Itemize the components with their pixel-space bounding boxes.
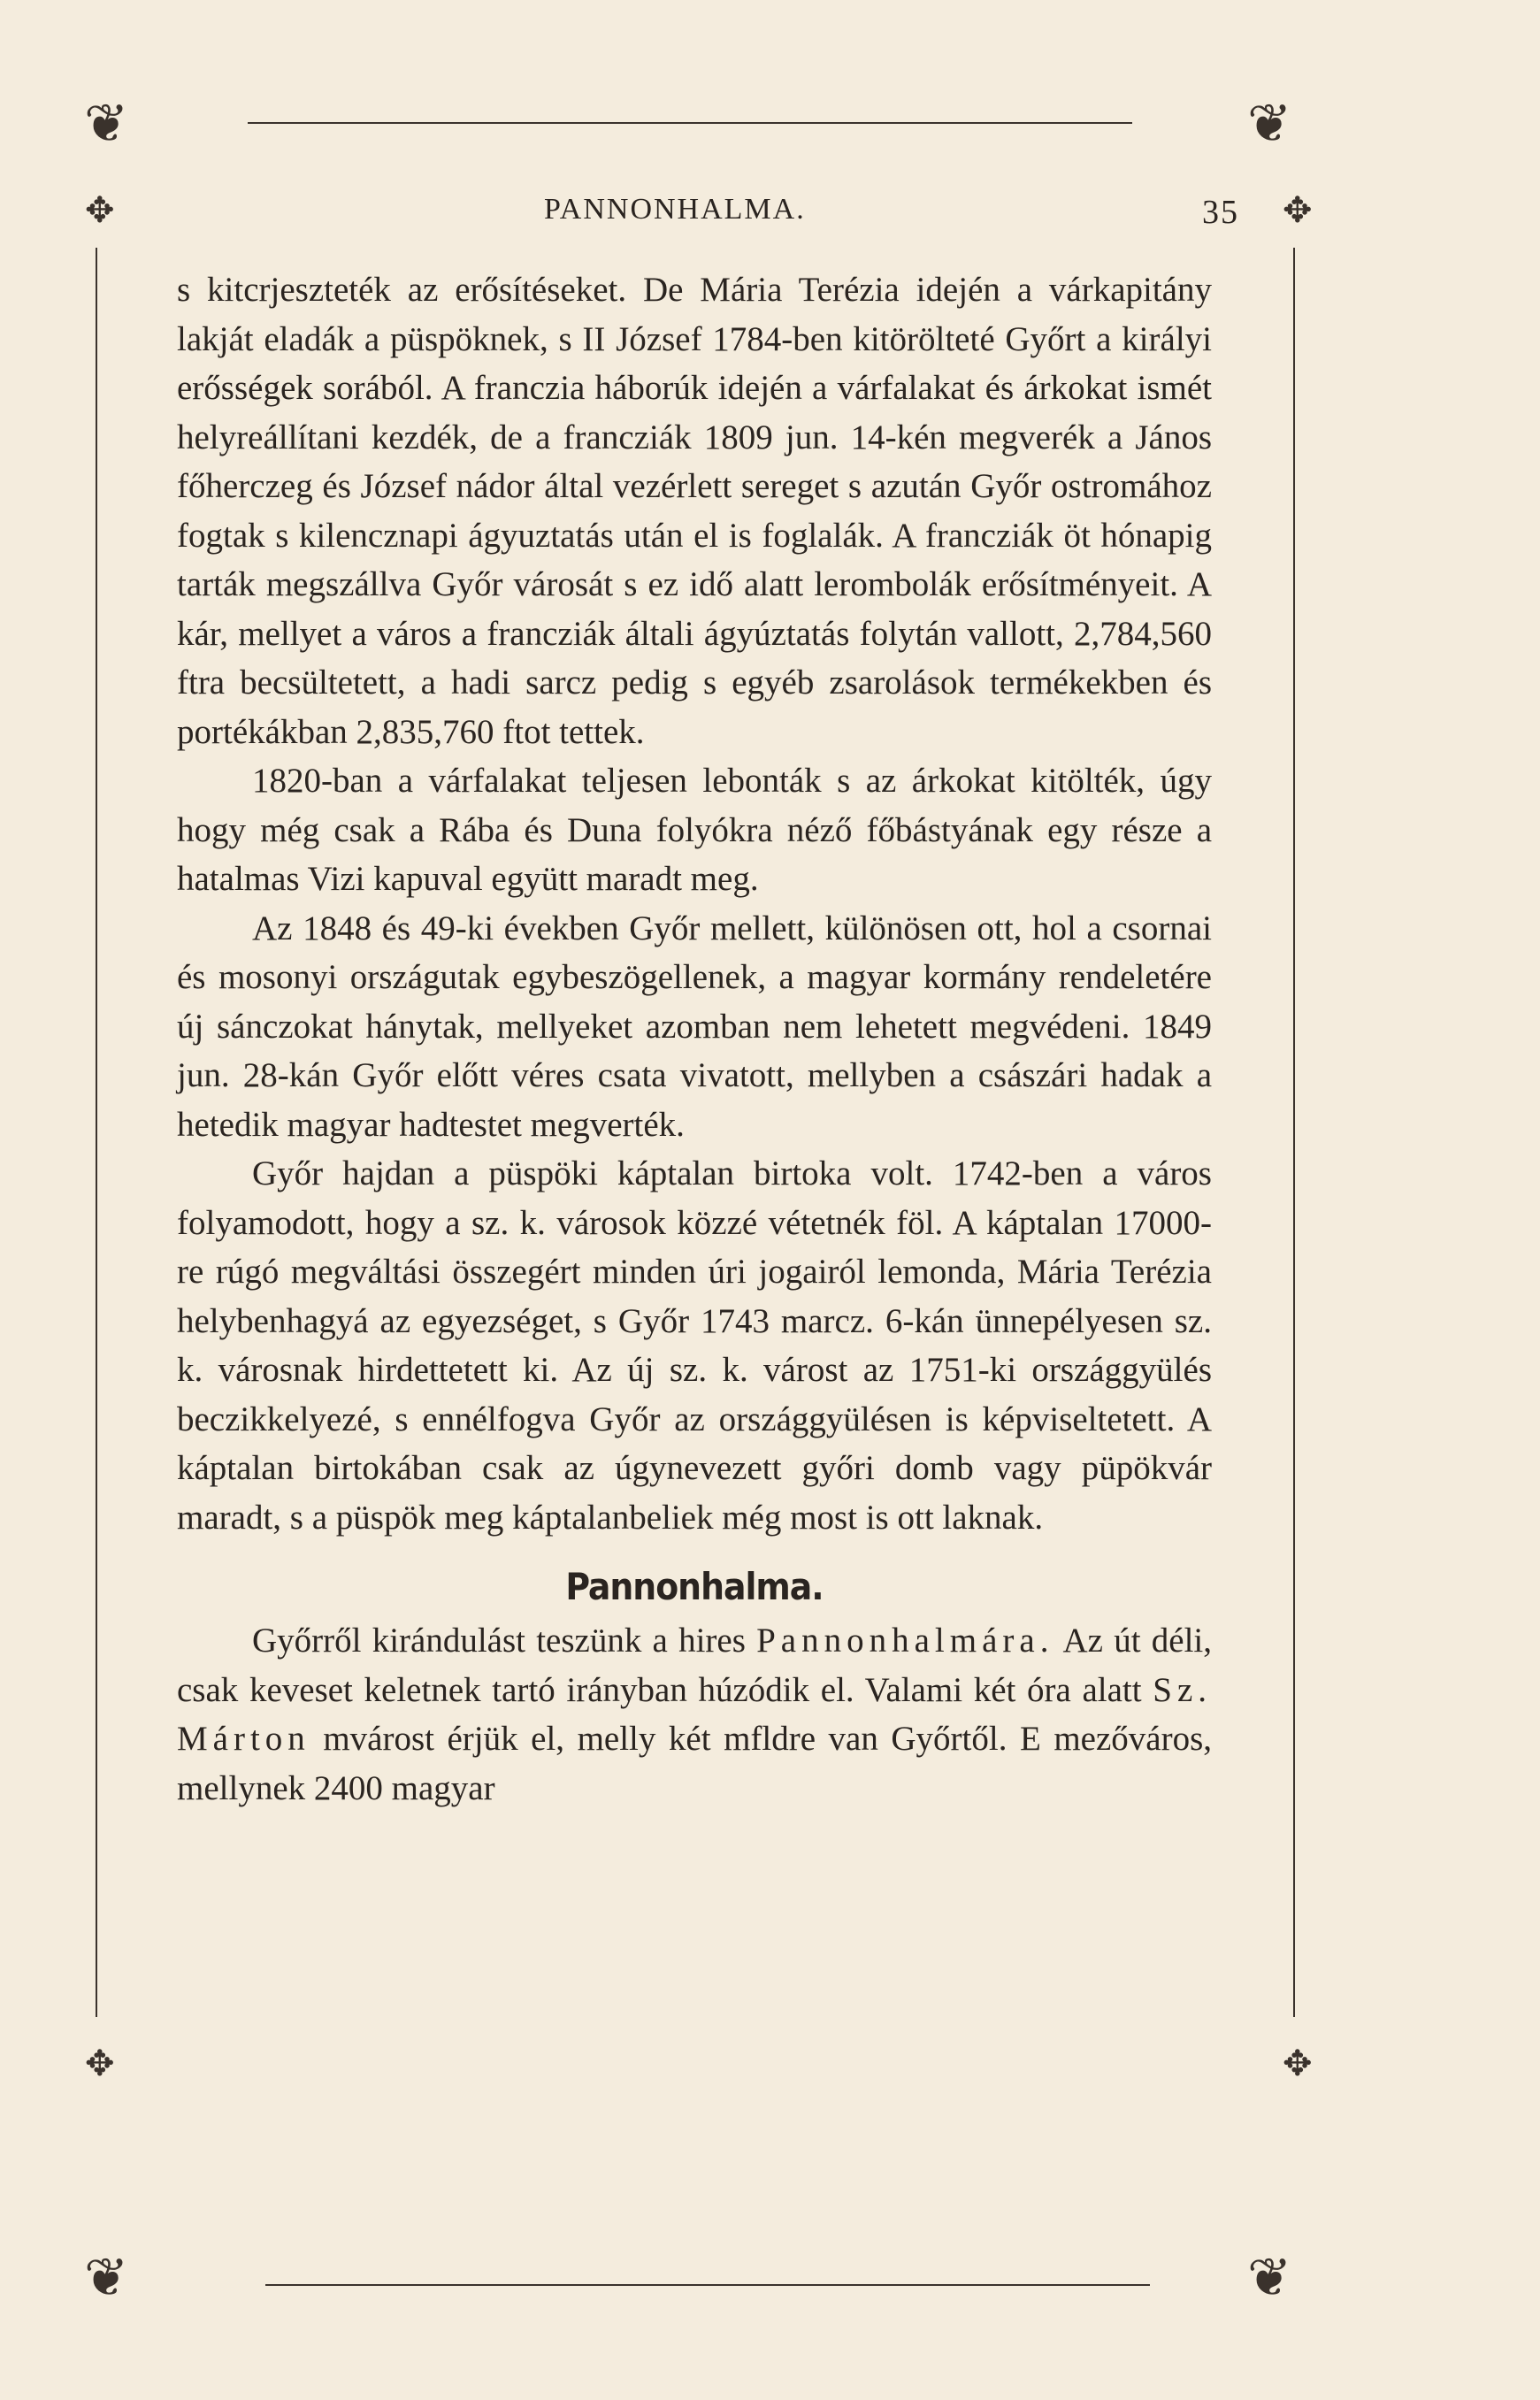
bottom-right-ornament-icon: ❦ [1247, 2247, 1292, 2309]
top-right-ornament-icon: ❦ [1247, 93, 1292, 155]
right-upper-fleuron-icon: ✥ [1283, 190, 1313, 231]
top-rule [248, 122, 1132, 124]
bottom-left-ornament-icon: ❦ [84, 2247, 129, 2309]
paragraph-3: Az 1848 és 49-ki években Győr mellett, különösen ott, hol a csornai és mosonyi országutak egybeszögellenek, a magyar kormány rendeletére új sánczokat hánytak, mellyeket azomban nem lehetett megvédeni. 1849 jun. 28-kán Győr előtt véres csata vivatott, mellyben a császári hadak a hetedik magyar hadtestet megverték. [177, 909, 1212, 1144]
right-rule [1293, 248, 1295, 2017]
left-rule [96, 248, 97, 2017]
running-header [177, 193, 1239, 237]
bottom-rule [265, 2284, 1150, 2286]
page-number: 35 [1202, 194, 1239, 231]
top-left-ornament-icon: ❦ [84, 93, 129, 155]
paragraph-2: 1820-ban a várfalakat teljesen lebonták s az árkokat kitölték, úgy hogy még csak a Rába és Duna folyókra néző főbástyának egy része a hatalmas Vizi kapuval együtt maradt meg. [177, 762, 1212, 898]
section-heading: Pannonhalma. [565, 1565, 824, 1608]
paragraph-1: s kitcrjeszteték az erősítéseket. De Mária Terézia idején a várkapitány lakját eladák a püspöknek, s II József 1784-ben kitörölteté Győrt a királyi erősségek sorából. A franczia háborúk idején a várfalakat és árkokat ismét helyreállítani kezdék, de a francziák 1809 jun. 14-kén megverék a János főherczeg és József nádor által vezérlett sereget s azután Győr ostromához fogtak s kilencznapi ágyuztatás után el is foglalák. A francziák öt hónapig tarták megszállva Győr városát s ez idő alatt lerombolák erősítményeit. A kár, mellyet a város a francziák általi ágyúztatás folytán vallott, 2,784,560 ftra becsültetett, a hadi sarcz pedig s egyéb zsarolások termékekben és portékákban 2,835,760 ftot tettek. [177, 271, 1212, 751]
paragraph-4: Győr hajdan a püspöki káptalan birtoka volt. 1742-ben a város folyamodott, hogy a sz. k. városok közzé vétetnék föl. A káptalan 17000-re rúgó megváltási összegért minden úri jogairól lemonda, Mária Terézia helybenhagyá az egyezséget, s Győr 1743 marcz. 6-kán ünnepélyesen sz. k. városnak hirdettetett ki. Az új sz. k. várost az 1751-ki országgyülés beczikkelyezé, s ennélfogva Győr az országgyülésen is képviseltetett. A káptalan birtokában csak az úgynevezett győri domb vagy püpökvár maradt, s a püspök meg káptalanbeliek még most is ott laknak. [177, 1154, 1212, 1537]
spaced-word-sz-marton: Sz. Márton [177, 1670, 1212, 1758]
paragraph-5-part-3: mvárost érjük el, melly két mfldre van Győrtől. E mezőváros, mellynek 2400 magyar [177, 1720, 1212, 1807]
body-text [177, 265, 1212, 1813]
paragraph-5-part-2: Az út déli, csak keveset keletnek tartó irányban húzódik el. Valami két óra alatt [177, 1622, 1212, 1709]
left-upper-fleuron-icon: ✥ [85, 190, 115, 231]
spaced-word-pannonhalmara: Pannonhalmára. [756, 1622, 1054, 1660]
page-title: PANNONHALMA. [544, 193, 806, 226]
paragraph-5 [177, 1616, 1212, 1813]
left-lower-fleuron-icon: ✥ [85, 2043, 115, 2084]
paragraph-5-part-1: Győrről kirándulást teszünk a hires [252, 1622, 757, 1660]
right-lower-fleuron-icon: ✥ [1283, 2043, 1313, 2084]
